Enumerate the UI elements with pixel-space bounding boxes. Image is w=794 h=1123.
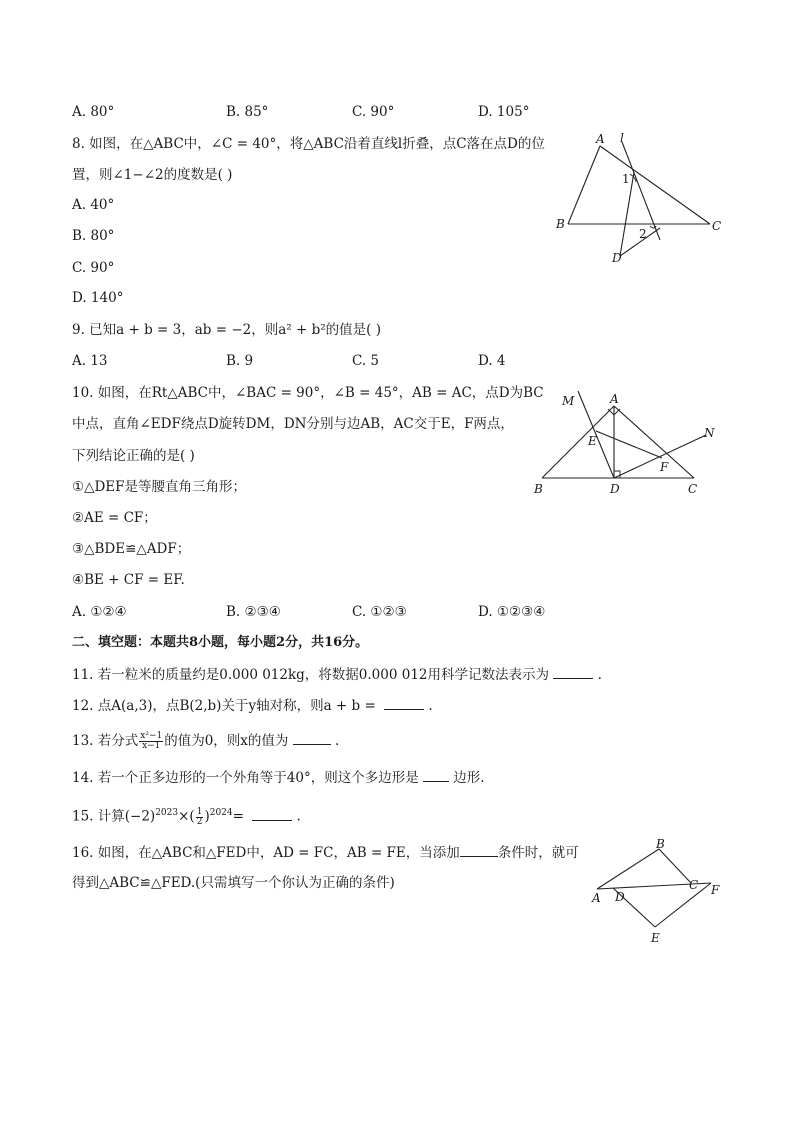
q16-label-e: E bbox=[651, 931, 660, 945]
q8-option-a: A. 40° bbox=[72, 197, 115, 213]
q16-line-2: 得到△ABC≌△FED.(只需填写一个你认为正确的条件) bbox=[72, 875, 395, 891]
q15-exponent-1: 2023 bbox=[155, 808, 179, 818]
q10-option-a: A. ①②④ bbox=[72, 604, 127, 620]
q15-denominator: 2 bbox=[196, 816, 203, 827]
q15-equals: = bbox=[232, 808, 244, 825]
q13-answer-blank[interactable] bbox=[293, 730, 331, 745]
q10-stem-line3: 下列结论正确的是( ) bbox=[72, 448, 195, 464]
q8-label-1: 1 bbox=[622, 172, 630, 186]
q16-label-f: F bbox=[711, 883, 720, 897]
q11-answer-blank[interactable] bbox=[553, 664, 593, 679]
section-2-heading: 二、填空题：本题共8小题，每小题2分，共16分。 bbox=[72, 635, 369, 650]
q10-label-c: C bbox=[688, 482, 698, 496]
q16-stem-tail: 条件时，就可 bbox=[497, 845, 579, 861]
q14-line bbox=[72, 767, 485, 788]
q9-option-b: B. 9 bbox=[226, 353, 254, 369]
q16-label-c: C bbox=[689, 878, 699, 892]
q11-line bbox=[72, 664, 602, 685]
q13-end: . bbox=[335, 733, 340, 749]
q8-label-c: C bbox=[712, 219, 722, 233]
q10-statement-2: ②AE = CF； bbox=[72, 510, 157, 526]
q10-option-c: C. ①②③ bbox=[352, 604, 407, 620]
q13-numerator: x²−1 bbox=[140, 731, 163, 741]
q10-label-e: E bbox=[588, 434, 597, 448]
q15-stem: 15. 计算(−2) bbox=[72, 808, 156, 825]
q10-stem-line1: 10. 如图，在Rt△ABC中，∠BAC = 90°，∠B = 45°，AB = AC，点D为BC bbox=[72, 385, 544, 401]
q10-statement-1: ①△DEF是等腰直角三角形； bbox=[72, 479, 247, 495]
q8-label-l: l bbox=[620, 131, 624, 145]
q14-answer-blank[interactable] bbox=[423, 767, 449, 782]
q14-tail: 边形. bbox=[453, 770, 485, 786]
q8-stem-line1: 8. 如图，在△ABC中，∠C = 40°，将△ABC沿着直线l折叠，点C落在点D的位 bbox=[72, 136, 545, 152]
q12-end: . bbox=[428, 698, 433, 714]
q16-stem: 16. 如图，在△ABC和△FED中，AD = FC，AB = FE，当添加 bbox=[72, 845, 460, 861]
q10-label-m: M bbox=[562, 394, 575, 408]
q11-end: . bbox=[597, 667, 602, 683]
q15-line bbox=[72, 803, 301, 827]
q7-option-d: D. 105° bbox=[478, 104, 530, 120]
q15-fraction bbox=[196, 808, 204, 827]
q8-label-d: D bbox=[612, 251, 622, 265]
q15-close-paren: ) bbox=[204, 808, 210, 825]
q15-times: ×( bbox=[178, 808, 195, 825]
q13-stem: 13. 若分式 bbox=[72, 733, 139, 749]
q16-label-d: D bbox=[615, 890, 625, 904]
q16-label-a: A bbox=[592, 891, 601, 905]
q10-label-f: F bbox=[660, 460, 669, 474]
q7-option-a: A. 80° bbox=[72, 104, 115, 120]
q10-label-d: D bbox=[610, 482, 620, 496]
q9-option-d: D. 4 bbox=[478, 353, 506, 369]
q8-label-b: B bbox=[556, 217, 565, 231]
q12-answer-blank[interactable] bbox=[384, 695, 424, 710]
q10-stem-line2: 中点，直角∠EDF绕点D旋转DM，DN分别与边AB，AC交于E，F两点， bbox=[72, 416, 514, 432]
q13-denominator: x−1 bbox=[142, 741, 161, 751]
q9-option-a: A. 13 bbox=[72, 353, 108, 369]
q12-stem: 12. 点A(a,3)，点B(2,b)关于y轴对称，则a + b = bbox=[72, 698, 376, 714]
q15-end: . bbox=[296, 808, 301, 825]
q9-option-c: C. 5 bbox=[352, 353, 380, 369]
q10-statement-3: ③△BDE≌△ADF； bbox=[72, 541, 191, 557]
q7-option-b: B. 85° bbox=[226, 104, 269, 120]
q13-line bbox=[72, 730, 339, 751]
q8-stem-line2: 置，则∠1−∠2的度数是( ) bbox=[72, 167, 233, 183]
q10-option-d: D. ①②③④ bbox=[478, 604, 546, 620]
q16-line-1 bbox=[72, 842, 579, 863]
q13-fraction bbox=[139, 732, 163, 751]
q10-label-a: A bbox=[610, 392, 619, 406]
q15-numerator: 1 bbox=[196, 806, 203, 817]
q8-option-d: D. 140° bbox=[72, 290, 124, 306]
q10-figure bbox=[530, 385, 730, 500]
q10-statement-4: ④BE + CF = EF. bbox=[72, 572, 185, 588]
q7-option-c: C. 90° bbox=[352, 104, 395, 120]
q8-figure bbox=[550, 128, 730, 268]
q11-stem: 11. 若一粒米的质量约是0.000 012kg，将数据0.000 012用科学记数法表示为 bbox=[72, 667, 549, 683]
q15-answer-blank[interactable] bbox=[252, 806, 292, 821]
q16-label-b: B bbox=[656, 837, 665, 851]
q8-label-a: A bbox=[596, 132, 605, 146]
q15-exponent-2: 2024 bbox=[209, 808, 233, 818]
q10-label-n: N bbox=[704, 426, 715, 440]
q8-label-2: 2 bbox=[639, 227, 647, 241]
q14-stem: 14. 若一个正多边形的一个外角等于40°，则这个多边形是 bbox=[72, 770, 419, 786]
q10-option-b: B. ②③④ bbox=[226, 604, 281, 620]
q13-stem-tail: 的值为0，则x的值为 bbox=[164, 733, 289, 749]
q8-option-c: C. 90° bbox=[72, 260, 115, 276]
q12-line bbox=[72, 695, 433, 716]
q16-answer-blank[interactable] bbox=[460, 842, 498, 857]
q10-label-b: B bbox=[534, 482, 543, 496]
q16-figure bbox=[585, 835, 735, 950]
q9-stem: 9. 已知a + b = 3，ab = −2，则a² + b²的值是( ) bbox=[72, 322, 381, 338]
q8-option-b: B. 80° bbox=[72, 228, 115, 244]
